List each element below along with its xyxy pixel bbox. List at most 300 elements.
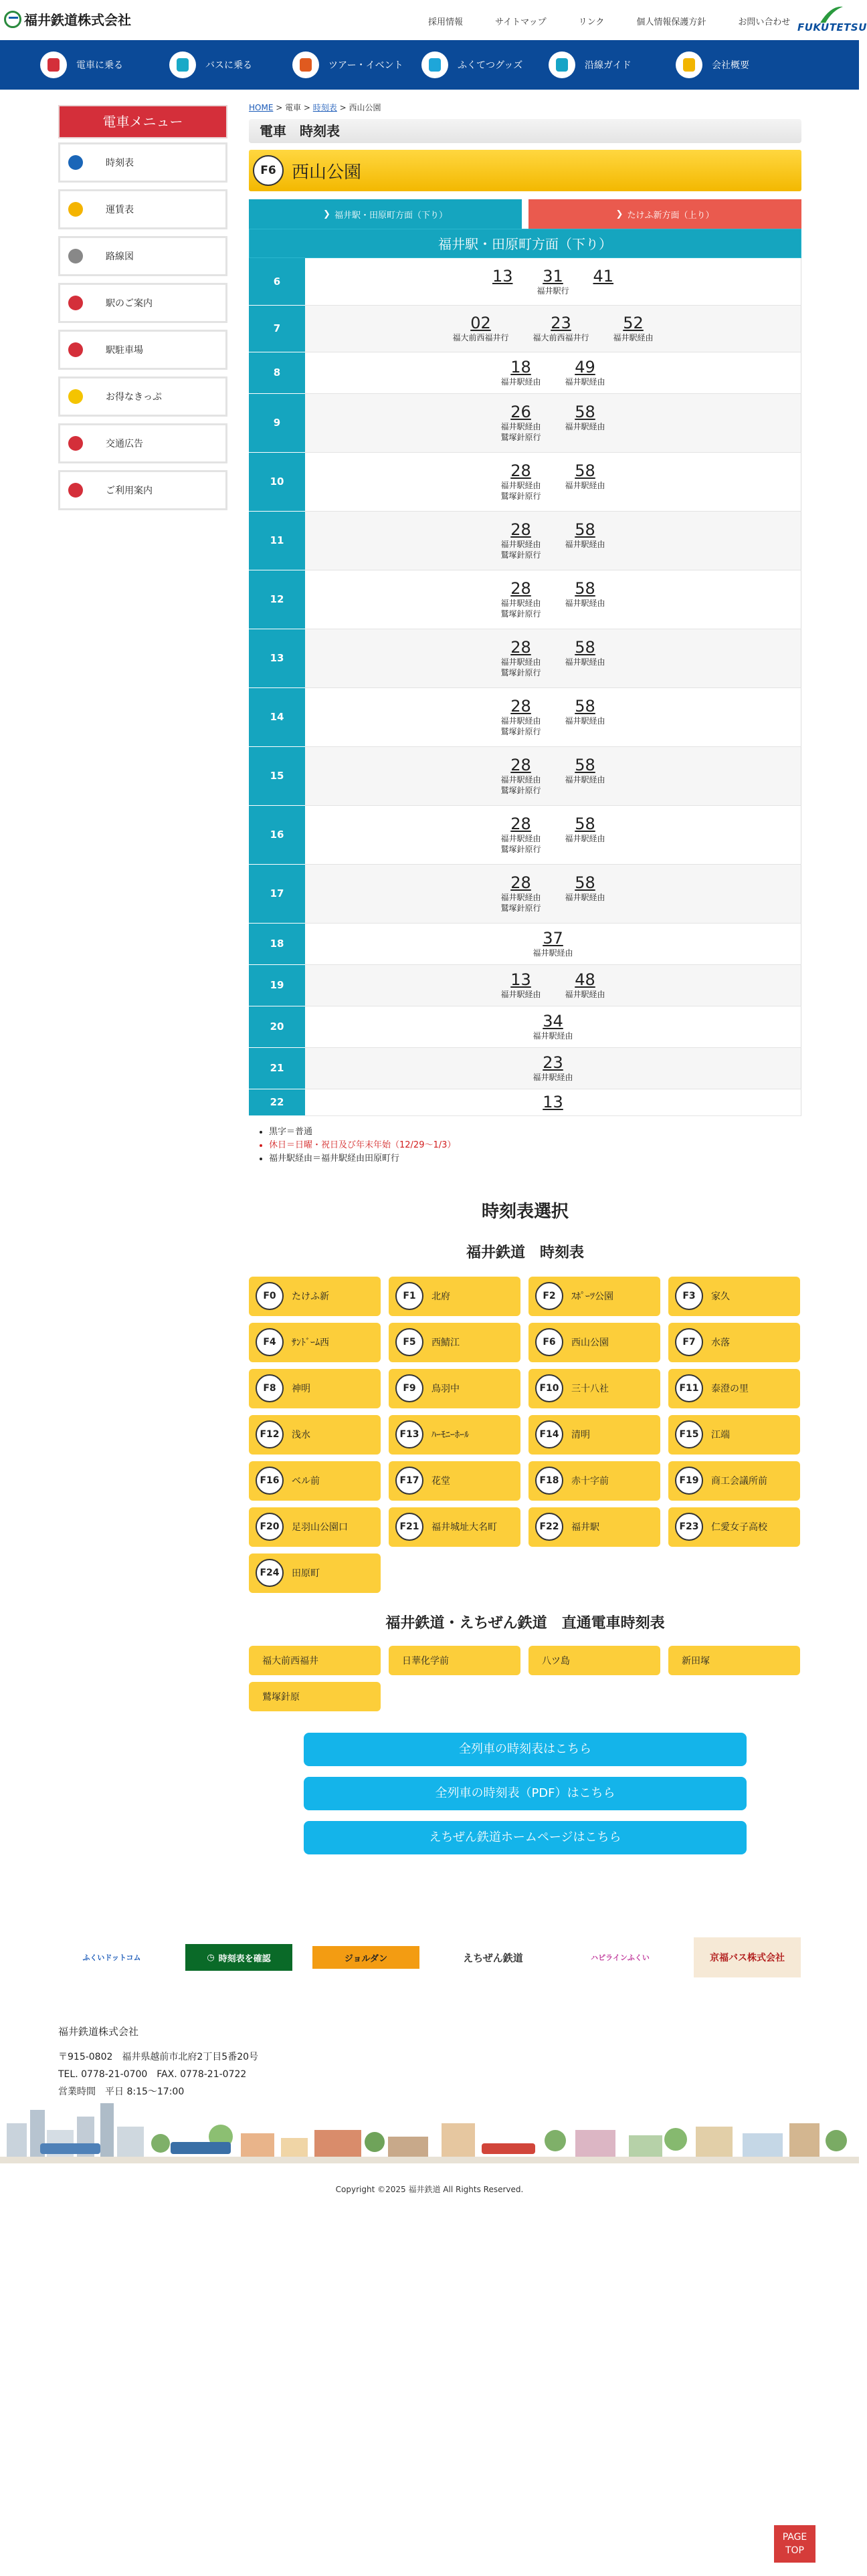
station-button-f3[interactable] (668, 1277, 800, 1316)
copyright: Copyright ©2025 福井鉄道 All Rights Reserved. (335, 2185, 524, 2194)
station-button-f11[interactable] (668, 1369, 800, 1408)
hour-cell: 22 (249, 1089, 305, 1115)
station-button-f8[interactable] (249, 1369, 381, 1408)
footer-address: 〒915-0802 福井県越前市北府2丁目5番20号 (58, 2052, 259, 2062)
link-privacy[interactable]: 個人情報保護方針 (636, 17, 706, 27)
sidebar-item-3[interactable] (58, 283, 227, 323)
departure-note: 福井駅経由 (565, 599, 605, 608)
hour-cell: 13 (249, 629, 305, 687)
station-button-f13[interactable] (389, 1415, 520, 1455)
utility-nav (428, 15, 822, 27)
departure-minute[interactable]: 31 (543, 266, 563, 286)
departure-minute[interactable]: 34 (543, 1012, 563, 1031)
station-code-badge: F23 (675, 1513, 703, 1541)
departure-note: 福井駅経由 (533, 1073, 573, 1082)
link-contact[interactable]: お問い合わせ (738, 17, 791, 27)
global-nav (0, 40, 859, 90)
page-top-label-1: PAGE (782, 2532, 807, 2543)
gnav-item-5[interactable] (676, 49, 749, 80)
departure-note: 福井駅経由 (500, 657, 541, 667)
gnav-label: 電車に乗る (76, 60, 123, 71)
station-button-f4[interactable] (249, 1323, 381, 1362)
departure[interactable] (565, 815, 605, 844)
station-name: ｽﾎﾟｰﾂ公園 (571, 1291, 613, 1302)
sidebar-item-0[interactable] (58, 142, 227, 183)
note-holiday: • 休日＝日曜・祝日及び年末年始（12/29～1/3） (269, 1139, 801, 1152)
departure[interactable] (452, 314, 508, 343)
banner-timetable-check[interactable] (185, 1944, 292, 1971)
departure-minute[interactable]: 13 (492, 266, 513, 286)
banner-fukui-dotcom-label: ふくいドットコム (82, 1953, 141, 1962)
departure-minute[interactable]: 28 (510, 873, 531, 892)
timetable-row (249, 393, 801, 452)
station-button-f9[interactable] (389, 1369, 520, 1408)
hour-cell: 9 (249, 393, 305, 452)
station-name: 福井城址大名町 (431, 1522, 497, 1533)
banner-jorudan-label: ジョルダン (344, 1953, 388, 1964)
breadcrumb-current: 西山公園 (349, 103, 381, 112)
departure-note: 福井駅経由 (500, 893, 541, 902)
hour-cell: 20 (249, 1006, 305, 1047)
select-subheading: 福井鉄道 時刻表 (466, 1244, 584, 1261)
direct-station-button[interactable]: 日華化学前 (389, 1646, 520, 1675)
sidebar-item-6[interactable] (58, 423, 227, 463)
gnav-item-3[interactable] (421, 49, 522, 80)
departure-note: 福大前西福井行 (452, 333, 509, 342)
station-name: ﾊｰﾓﾆｰﾎｰﾙ (431, 1430, 469, 1440)
station-code-badge: F13 (395, 1420, 423, 1448)
departure-note: 福井駅経由 (533, 948, 573, 958)
departure[interactable] (500, 638, 541, 678)
station-code-badge: F20 (256, 1513, 284, 1541)
banner-echizen-label: えちぜん鉄道 (463, 1951, 523, 1964)
departure-minute[interactable]: 26 (510, 403, 531, 421)
minutes-cell (305, 352, 801, 393)
station-button-f17[interactable] (389, 1461, 520, 1501)
timetable-row (249, 923, 801, 964)
station-button-f1[interactable] (389, 1277, 520, 1316)
page-top-button[interactable] (774, 2525, 815, 2563)
echizen-railway-link[interactable]: えちぜん鉄道ホームページはこちら (304, 1821, 747, 1854)
sidebar-title: 電車メニュー (58, 105, 227, 138)
departure-minute[interactable]: 02 (470, 314, 491, 332)
breadcrumb (249, 102, 801, 115)
document-icon (676, 51, 702, 78)
station-code-badge: F8 (256, 1374, 284, 1402)
departure-minute[interactable]: 13 (543, 1093, 563, 1111)
sidebar-item-label: 運賃表 (106, 205, 134, 215)
departure-minute[interactable]: 58 (575, 579, 595, 598)
map-pin-icon (549, 51, 575, 78)
departure-note: 福井駅経由 (565, 377, 605, 387)
sidebar (58, 105, 227, 517)
hour-cell: 10 (249, 452, 305, 511)
minutes-cell (305, 393, 801, 452)
timetable-row (249, 746, 801, 805)
station-name: 赤十字前 (571, 1476, 609, 1487)
hour-cell: 18 (249, 923, 305, 964)
direct-station-button[interactable]: 鷲塚針原 (249, 1682, 381, 1711)
banner-jorudan[interactable] (312, 1946, 419, 1969)
departure[interactable] (500, 697, 541, 737)
direct-station-button[interactable]: 新田塚 (668, 1646, 800, 1675)
station-code-badge: F6 (253, 155, 284, 186)
departure[interactable] (565, 358, 605, 387)
departure[interactable] (537, 267, 569, 296)
station-button-f20[interactable] (249, 1507, 381, 1547)
timetable-row (249, 570, 801, 629)
departure-minute[interactable]: 41 (593, 266, 614, 286)
banner-keifuku-bus[interactable] (694, 1937, 801, 1977)
departure-note: 鷲塚針原行 (500, 492, 541, 501)
tab-down-label: 福井駅・田原町方面（下り） (334, 210, 448, 221)
banner-hapiline-label: ハピラインふくい (591, 1953, 650, 1962)
departure-note: 福井駅経由 (565, 834, 605, 843)
minutes-cell (305, 923, 801, 964)
departure-note: 福井駅経由 (500, 834, 541, 843)
station-code-badge: F9 (395, 1374, 423, 1402)
station-button-f12[interactable] (249, 1415, 381, 1455)
departure[interactable] (533, 1053, 573, 1083)
ad-train-icon (66, 433, 86, 453)
departure-note: 福井駅経由 (500, 481, 541, 490)
station-button-f0[interactable] (249, 1277, 381, 1316)
sidebar-item-label: 交通広告 (106, 439, 143, 449)
banner-row (58, 1937, 801, 1977)
departure-minute[interactable]: 58 (575, 461, 595, 480)
minutes-cell (305, 805, 801, 864)
gnav-label: ふくてつグッズ (458, 60, 523, 71)
station-code-badge: F22 (535, 1513, 563, 1541)
station-button-f18[interactable] (528, 1461, 660, 1501)
station-button-f24[interactable] (249, 1553, 381, 1593)
station-code-badge: F7 (675, 1328, 703, 1356)
departure-minute[interactable]: 13 (510, 970, 531, 989)
station-name: 足羽山公園口 (292, 1522, 348, 1533)
gnav-item-4[interactable] (549, 49, 632, 80)
tour-icon (292, 51, 319, 78)
departure[interactable] (565, 403, 605, 432)
departure-minute[interactable]: 18 (510, 358, 531, 377)
station-button-f6[interactable] (528, 1323, 660, 1362)
banner-hapiline[interactable] (567, 1937, 674, 1977)
sidebar-item-7[interactable] (58, 470, 227, 510)
departure[interactable] (500, 403, 541, 443)
minutes-cell (305, 864, 801, 923)
departure[interactable] (565, 638, 605, 667)
station-code-badge: F18 (535, 1467, 563, 1495)
chevron-icon: ❯ (615, 209, 623, 219)
hour-cell: 7 (249, 305, 305, 352)
coin-icon (66, 199, 86, 219)
townscape-illustration (0, 2097, 859, 2163)
station-code-badge: F19 (675, 1467, 703, 1495)
breadcrumb-timetable[interactable]: 時刻表 (312, 103, 337, 112)
sidebar-item-label: 駅駐車場 (106, 345, 143, 356)
logo-mark-icon (4, 11, 21, 28)
departure-note: 福井駅経由 (565, 716, 605, 726)
gnav-label: 沿線ガイド (585, 60, 632, 71)
departure-minute[interactable]: 37 (543, 929, 563, 948)
station-button-f23[interactable] (668, 1507, 800, 1547)
timetable-row (249, 305, 801, 352)
hour-cell: 21 (249, 1047, 305, 1089)
station-button-f14[interactable] (528, 1415, 660, 1455)
hour-cell: 17 (249, 864, 305, 923)
sidebar-item-4[interactable] (58, 330, 227, 370)
departure[interactable] (613, 314, 654, 343)
station-grid (249, 1277, 801, 1593)
sidebar-item-label: 路線図 (106, 251, 134, 262)
station-code-badge: F5 (395, 1328, 423, 1356)
direct-station-button[interactable]: 八ツ島 (528, 1646, 660, 1675)
tab-up[interactable] (528, 199, 801, 229)
clock-icon (66, 152, 86, 173)
site-header (0, 0, 867, 40)
station-name: たけふ新 (292, 1291, 329, 1302)
sidebar-item-label: ご利用案内 (106, 486, 153, 496)
hour-cell: 6 (249, 258, 305, 305)
note-regular: • 黒字＝普通 (269, 1125, 801, 1139)
departure-minute[interactable]: 28 (510, 638, 531, 657)
departure-minute[interactable]: 49 (575, 358, 595, 377)
station-name: 三十八社 (571, 1384, 609, 1394)
brand-logo[interactable] (795, 4, 867, 36)
train-icon (40, 51, 67, 78)
departure[interactable] (533, 1012, 573, 1041)
station-button-f2[interactable] (528, 1277, 660, 1316)
departure-note: 鷲塚針原行 (500, 727, 541, 736)
departure-note: 福井駅経由 (500, 716, 541, 726)
departure[interactable] (565, 461, 605, 491)
sidebar-item-5[interactable] (58, 377, 227, 417)
departure-minute[interactable]: 28 (510, 697, 531, 716)
departure[interactable] (533, 314, 589, 343)
timetable-row (249, 1047, 801, 1089)
tab-up-label: たけふ新方面（上り） (627, 210, 714, 221)
station-name: 北府 (431, 1291, 450, 1302)
gnav-item-2[interactable] (292, 49, 403, 80)
departure[interactable] (565, 970, 605, 1000)
station-code-badge: F15 (675, 1420, 703, 1448)
breadcrumb-sep: > (336, 103, 349, 112)
departure[interactable] (533, 929, 573, 958)
main-content (249, 102, 801, 1854)
departure-note: 福井駅経由 (500, 599, 541, 608)
minutes-cell (305, 570, 801, 629)
hour-cell: 14 (249, 687, 305, 746)
departure-minute[interactable]: 58 (575, 756, 595, 774)
departure-note: 福井駅経由 (533, 1031, 573, 1041)
station-button-f5[interactable] (389, 1323, 520, 1362)
minutes-cell (305, 629, 801, 687)
note-via: • 福井駅経由＝福井駅経由田原町行 (269, 1152, 801, 1166)
station-header (249, 150, 801, 191)
minutes-cell (305, 452, 801, 511)
link-sitemap[interactable]: サイトマップ (495, 17, 547, 27)
departure-minute[interactable]: 28 (510, 579, 531, 598)
departure[interactable] (492, 267, 513, 286)
departure-minute[interactable]: 58 (575, 520, 595, 539)
station-code-badge: F0 (256, 1282, 284, 1310)
departure-note: 福井駅経由 (565, 422, 605, 431)
timetable-row (249, 1006, 801, 1047)
timetable-row (249, 964, 801, 1006)
timetable-row (249, 687, 801, 746)
station-button-f19[interactable] (668, 1461, 800, 1501)
station-name: 浅水 (292, 1430, 310, 1440)
gnav-item-0[interactable] (40, 49, 123, 80)
sidebar-list (58, 142, 227, 510)
gnav-item-1[interactable] (169, 49, 252, 80)
station-code-badge: F17 (395, 1467, 423, 1495)
departure[interactable] (565, 756, 605, 785)
station-name: 西山公園 (571, 1337, 609, 1348)
departure[interactable] (500, 873, 541, 914)
departure-note: 鷲塚針原行 (500, 433, 541, 442)
timetable-row (249, 258, 801, 305)
minutes-cell (305, 746, 801, 805)
minutes-cell (305, 1089, 801, 1115)
departure-note: 鷲塚針原行 (500, 845, 541, 854)
site-logo[interactable] (4, 9, 131, 29)
timetable-row (249, 352, 801, 393)
departure-minute[interactable]: 58 (575, 873, 595, 892)
departure[interactable] (543, 1093, 563, 1111)
ticket-icon (66, 387, 86, 407)
station-name: 田原町 (292, 1568, 320, 1579)
minutes-cell (305, 305, 801, 352)
minutes-cell (305, 1006, 801, 1047)
timetable-row (249, 452, 801, 511)
chevron-icon: ❯ (323, 209, 330, 219)
station-code-badge: F12 (256, 1420, 284, 1448)
departure[interactable] (500, 358, 541, 387)
banner-fukui-dotcom[interactable] (58, 1937, 165, 1977)
departure-minute[interactable]: 23 (543, 1053, 563, 1072)
departure[interactable] (565, 873, 605, 903)
departure-note: 福井駅行 (537, 286, 569, 296)
station-code-badge: F6 (535, 1328, 563, 1356)
hour-cell: 16 (249, 805, 305, 864)
departure-minute[interactable]: 58 (575, 697, 595, 716)
station-name: 江端 (711, 1430, 730, 1440)
departure-note: 鷲塚針原行 (500, 668, 541, 677)
departure[interactable] (500, 756, 541, 796)
tab-down[interactable] (249, 199, 522, 229)
sidebar-item-1[interactable] (58, 189, 227, 229)
footer-info (58, 2023, 460, 2101)
station-name: 泰澄の里 (711, 1384, 749, 1394)
breadcrumb-train: 電車 (285, 103, 302, 112)
link-recruit[interactable]: 採用情報 (428, 17, 464, 27)
timetable-row (249, 511, 801, 570)
departure-minute[interactable]: 48 (575, 970, 595, 989)
gnav-label: 会社概要 (712, 60, 749, 71)
station-code-badge: F21 (395, 1513, 423, 1541)
station-button-f10[interactable] (528, 1369, 660, 1408)
station-code-badge: F10 (535, 1374, 563, 1402)
departure-note: 福井駅経由 (500, 377, 541, 387)
all-timetable-link[interactable]: 全列車の時刻表はこちら (304, 1733, 747, 1766)
departure-minute[interactable]: 52 (623, 314, 644, 332)
sidebar-item-2[interactable] (58, 236, 227, 276)
departure-minute[interactable]: 58 (575, 403, 595, 421)
direct-station-button[interactable]: 福大前西福井 (249, 1646, 381, 1675)
departure[interactable] (500, 970, 541, 1000)
departure-minute[interactable]: 58 (575, 815, 595, 833)
minutes-cell (305, 964, 801, 1006)
departure-note: 鷲塚針原行 (500, 903, 541, 913)
legend-notes (249, 1125, 801, 1166)
departure-note: 鷲塚針原行 (500, 550, 541, 560)
minutes-cell (305, 511, 801, 570)
departure[interactable] (500, 815, 541, 855)
station-name: 清明 (571, 1430, 590, 1440)
timetable (249, 258, 801, 1116)
departure-minute[interactable]: 28 (510, 520, 531, 539)
departure-minute[interactable]: 58 (575, 638, 595, 657)
station-code-badge: F2 (535, 1282, 563, 1310)
breadcrumb-home[interactable]: HOME (249, 103, 274, 112)
footer-company: 福井鉄道株式会社 (58, 2026, 139, 2038)
station-icon (66, 293, 86, 313)
station-button-f16[interactable] (249, 1461, 381, 1501)
banner-timetable-check-label: 時刻表を確認 (218, 1953, 271, 1964)
station-code-badge: F3 (675, 1282, 703, 1310)
departure-note: 福井駅経由 (613, 333, 654, 342)
gnav-label: バスに乗る (205, 60, 252, 71)
station-button-f22[interactable] (528, 1507, 660, 1547)
departure-note: 福井駅経由 (565, 893, 605, 902)
departure-note: 福井駅経由 (565, 990, 605, 999)
departure[interactable] (565, 579, 605, 609)
departure[interactable] (500, 520, 541, 560)
banner-echizen[interactable] (440, 1937, 547, 1977)
company-name: 福井鉄道株式会社 (24, 12, 131, 28)
minutes-cell (305, 258, 801, 305)
departure-note: 福井駅経由 (500, 422, 541, 431)
brand-text: FUKUTETSU (797, 21, 867, 33)
minutes-cell (305, 1047, 801, 1089)
all-timetable-pdf-link[interactable]: 全列車の時刻表（PDF）はこちら (304, 1777, 747, 1810)
departure[interactable] (500, 579, 541, 619)
station-button-f15[interactable] (668, 1415, 800, 1455)
sidebar-item-label: お得なきっぷ (106, 392, 162, 403)
station-button-f21[interactable] (389, 1507, 520, 1547)
departure[interactable] (500, 461, 541, 502)
timetable-row (249, 1089, 801, 1115)
departure-note: 鷲塚針原行 (500, 609, 541, 619)
station-name: 鳥羽中 (431, 1384, 460, 1394)
departure-minute[interactable]: 23 (551, 314, 571, 332)
cart-icon (421, 51, 448, 78)
departure-minute[interactable]: 28 (510, 756, 531, 774)
departure-minute[interactable]: 28 (510, 815, 531, 833)
departure[interactable] (565, 520, 605, 550)
departure-minute[interactable]: 28 (510, 461, 531, 480)
station-name: 西山公園 (292, 162, 362, 183)
gnav-label: ツアー・イベント (328, 60, 403, 71)
station-button-f7[interactable] (668, 1323, 800, 1362)
link-links[interactable]: リンク (578, 17, 605, 27)
station-name: 西鯖江 (431, 1337, 460, 1348)
departure[interactable] (593, 267, 614, 286)
station-name: 仁愛女子高校 (711, 1522, 767, 1533)
station-code-badge: F11 (675, 1374, 703, 1402)
direct-heading: 福井鉄道・えちぜん鉄道 直通電車時刻表 (385, 1614, 665, 1632)
departure[interactable] (565, 697, 605, 726)
